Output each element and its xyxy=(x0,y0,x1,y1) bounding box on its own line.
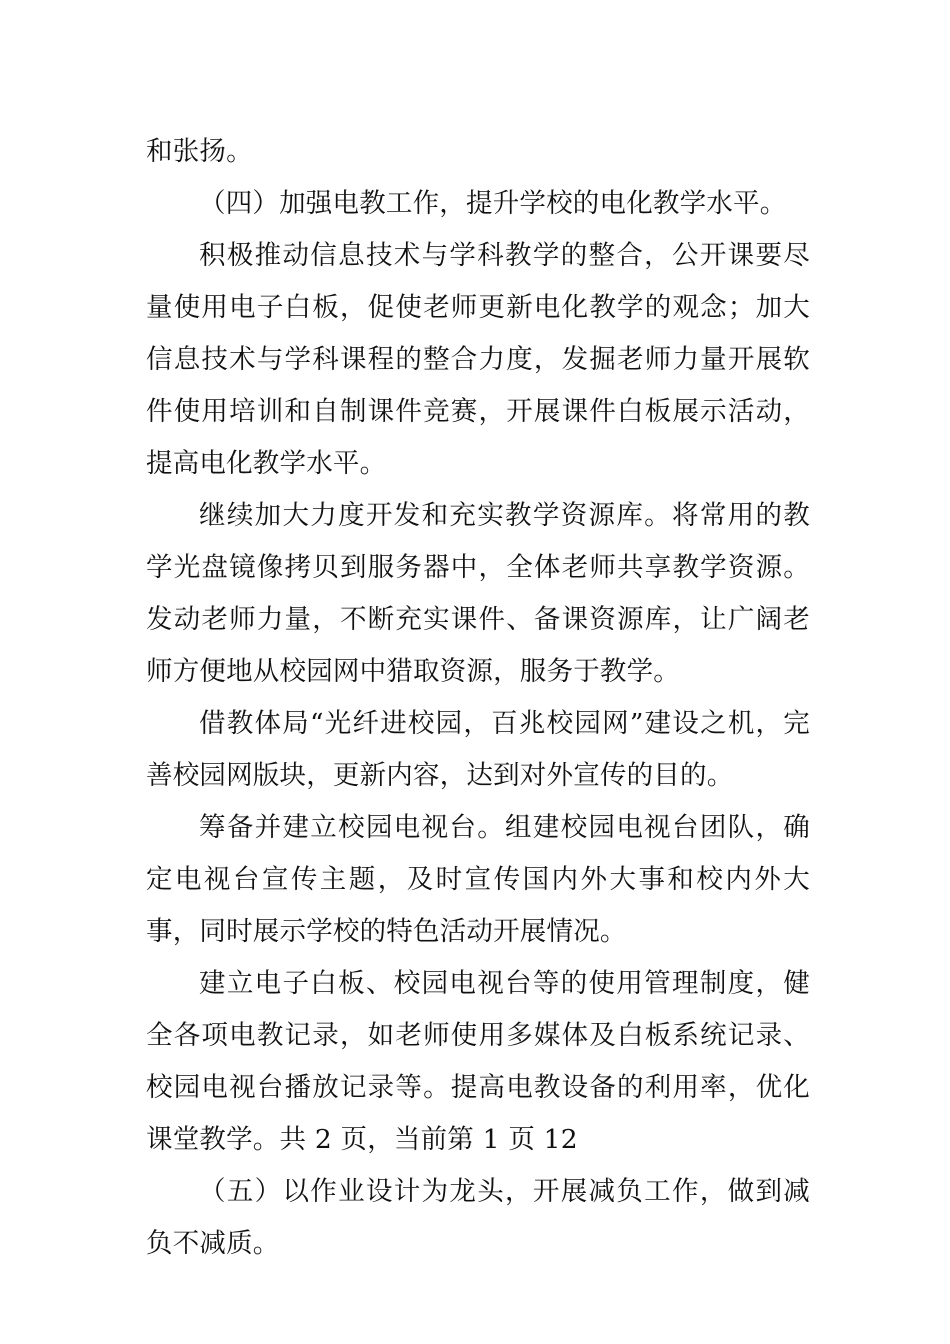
section-heading-4: （四）加强电教工作，提升学校的电化教学水平。 xyxy=(199,188,787,219)
paragraph-resource-library: 继续加大力度开发和充实教学资源库。将常用的教学光盘镜像拷贝到服务器中，全体老师共享教学资源。发动老师力量，不断充实课件、备课资源库，让广阔老师方便地从校园网中猎取资源，服务于教学。 xyxy=(146,500,810,687)
document-body xyxy=(146,126,810,1270)
paragraph-continuation: 和张扬。 xyxy=(146,136,253,167)
paragraph-campus-network: 借教体局“光纤进校园，百兆校园网”建设之机，完善校园网版块，更新内容，达到对外宣传的目的。 xyxy=(146,708,810,791)
paragraph-campus-tv: 筹备并建立校园电视台。组建校园电视台团队，确定电视台宣传主题，及时宣传国内外大事和校内外大事，同时展示学校的特色活动开展情况。 xyxy=(146,812,810,947)
paragraph-management: 建立电子白板、校园电视台等的使用管理制度，健全各项电教记录，如老师使用多媒体及白板系统记录、校园电视台播放记录等。提高电教设备的利用率，优化课堂教学。共 2 页，当前第 1 页 12 xyxy=(146,968,810,1155)
paragraph-integration: 积极推动信息技术与学科教学的整合，公开课要尽量使用电子白板，促使老师更新电化教学的观念；加大信息技术与学科课程的整合力度，发掘老师力量开展软件使用培训和自制课件竞赛，开展课件白板展示活动，提高电化教学水平。 xyxy=(146,240,810,479)
section-heading-5: （五）以作业设计为龙头，开展减负工作，做到减负不减质。 xyxy=(146,1176,810,1259)
